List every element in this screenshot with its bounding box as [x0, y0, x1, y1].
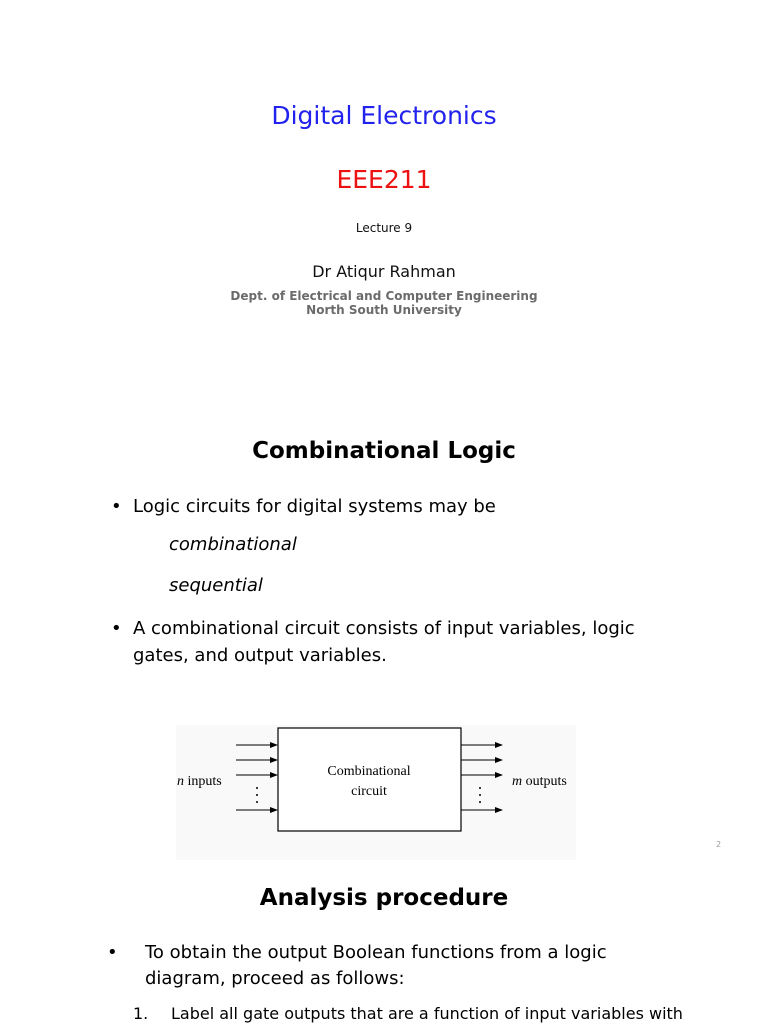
sub-item: combinational: [169, 534, 297, 555]
box-label-line2: circuit: [351, 784, 387, 799]
bullet-marker: •: [111, 618, 122, 639]
combinational-circuit-diagram: [176, 725, 576, 860]
bullet-item: [111, 493, 496, 520]
bullet-marker: •: [111, 496, 122, 517]
item-text: Label all gate outputs that are a function of input variables with: [171, 1004, 683, 1023]
box-label-line1: Combinational: [327, 764, 411, 779]
circuit-box: [278, 728, 461, 831]
item-number: 1.: [133, 1004, 149, 1023]
outputs-label: m outputs: [512, 774, 567, 789]
inputs-label: n inputs: [177, 774, 222, 789]
sub-item: sequential: [169, 575, 263, 596]
section-heading: Combinational Logic: [252, 438, 516, 464]
lecture-number: Lecture 9: [355, 221, 413, 235]
input-arrows: [236, 745, 277, 810]
slide-title: Digital Electronics: [271, 101, 497, 130]
bullet-text: Logic circuits for digital systems may be: [133, 496, 496, 517]
bullet-text: To obtain the output Boolean functions from a logic diagram, proceed as follows:: [145, 942, 607, 989]
numbered-item: [133, 1004, 683, 1023]
bullet-item: [111, 615, 663, 669]
course-code: EEE211: [336, 165, 432, 194]
bullet-item: [107, 940, 645, 992]
department: [0, 289, 768, 317]
bullet-text: A combinational circuit consists of input variables, logic gates, and output variables.: [133, 618, 635, 666]
author-name: Dr Atiqur Rahman: [312, 262, 456, 281]
page-number: 2: [716, 840, 722, 849]
university-line: North South University: [306, 303, 462, 317]
bullet-marker: •: [107, 942, 118, 963]
department-line: Dept. of Electrical and Computer Engineering: [230, 289, 538, 303]
output-arrows: [461, 745, 502, 810]
section-heading: Analysis procedure: [259, 885, 509, 911]
